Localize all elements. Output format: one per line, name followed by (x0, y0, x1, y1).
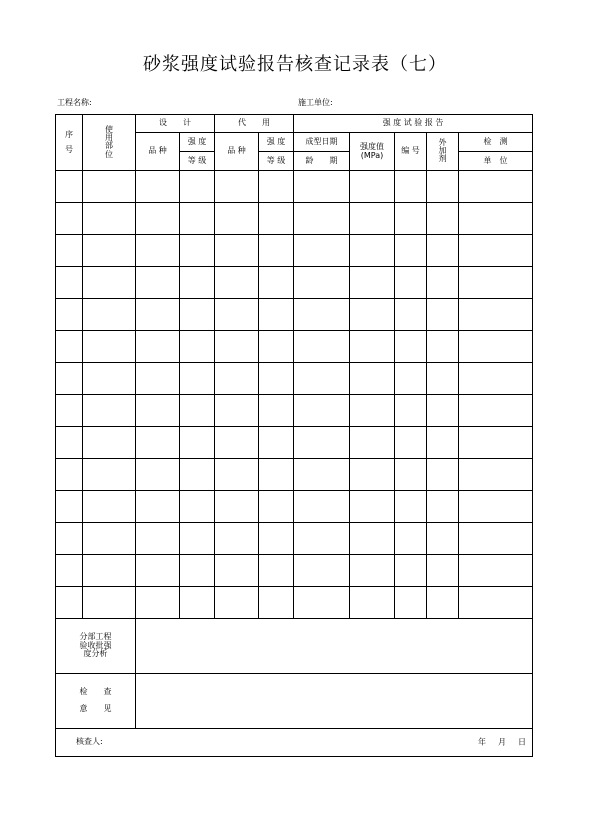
table-cell[interactable] (294, 491, 350, 523)
table-cell[interactable] (395, 235, 427, 267)
table-row (56, 299, 533, 331)
table-row (56, 203, 533, 235)
table-cell[interactable] (56, 587, 83, 619)
table-cell[interactable] (83, 331, 136, 363)
table-cell[interactable] (180, 395, 215, 427)
table-cell[interactable] (136, 363, 180, 395)
table-cell[interactable] (459, 427, 533, 459)
table-cell[interactable] (136, 555, 180, 587)
table-cell[interactable] (56, 171, 83, 203)
table-cell[interactable] (395, 171, 427, 203)
table-cell[interactable] (180, 523, 215, 555)
table-cell[interactable] (83, 523, 136, 555)
table-cell[interactable] (180, 587, 215, 619)
table-cell[interactable] (350, 427, 395, 459)
table-cell[interactable] (294, 555, 350, 587)
table-cell[interactable] (215, 363, 259, 395)
table-cell[interactable] (427, 555, 459, 587)
table-cell[interactable] (427, 299, 459, 331)
table-cell[interactable] (427, 363, 459, 395)
table-cell[interactable] (259, 587, 294, 619)
table-cell[interactable] (395, 587, 427, 619)
table-cell[interactable] (180, 299, 215, 331)
table-cell[interactable] (259, 203, 294, 235)
table-cell[interactable] (56, 363, 83, 395)
table-cell[interactable] (427, 331, 459, 363)
check-opinion-cell[interactable] (136, 674, 533, 729)
checker-row (56, 729, 533, 757)
table-cell[interactable] (83, 267, 136, 299)
project-name-label: 工程名称: (57, 98, 92, 107)
table-cell[interactable] (427, 267, 459, 299)
table-cell[interactable] (294, 267, 350, 299)
table-cell[interactable] (259, 363, 294, 395)
table-cell[interactable] (294, 331, 350, 363)
table-cell[interactable] (215, 235, 259, 267)
table-cell[interactable] (395, 459, 427, 491)
sub-strength-header: 强 度 (259, 133, 294, 152)
age-header: 龄 期 (294, 152, 350, 171)
substitute-header: 代 用 (215, 115, 294, 133)
sub-grade-header: 等 级 (259, 152, 294, 171)
table-cell[interactable] (395, 203, 427, 235)
table-cell[interactable] (395, 523, 427, 555)
number-header: 编 号 (395, 133, 427, 171)
table-cell[interactable] (180, 363, 215, 395)
table-cell[interactable] (294, 171, 350, 203)
table-cell[interactable] (427, 587, 459, 619)
table-cell[interactable] (259, 331, 294, 363)
table-cell[interactable] (350, 171, 395, 203)
table-cell[interactable] (215, 203, 259, 235)
table-row (56, 331, 533, 363)
construction-unit-label: 施工单位: (298, 98, 333, 107)
table-cell[interactable] (136, 587, 180, 619)
table-cell[interactable] (459, 203, 533, 235)
table-cell[interactable] (395, 363, 427, 395)
table-cell[interactable] (427, 171, 459, 203)
table-cell[interactable] (395, 331, 427, 363)
table-cell[interactable] (56, 267, 83, 299)
table-cell[interactable] (83, 555, 136, 587)
table-cell[interactable] (180, 427, 215, 459)
table-cell[interactable] (215, 491, 259, 523)
checker-label: 核查人: (76, 737, 103, 747)
design-variety-header: 品 种 (136, 133, 180, 171)
table-cell[interactable] (136, 203, 180, 235)
table-cell[interactable] (259, 267, 294, 299)
table-row (56, 267, 533, 299)
table-cell[interactable] (136, 171, 180, 203)
table-cell[interactable] (350, 203, 395, 235)
table-cell[interactable] (83, 395, 136, 427)
table-cell[interactable] (215, 523, 259, 555)
table-cell[interactable] (259, 459, 294, 491)
table-cell[interactable] (427, 235, 459, 267)
table-cell[interactable] (56, 555, 83, 587)
table-cell[interactable] (395, 427, 427, 459)
table-cell[interactable] (136, 331, 180, 363)
table-cell[interactable] (180, 331, 215, 363)
table-cell[interactable] (350, 363, 395, 395)
table-cell[interactable] (259, 555, 294, 587)
table-cell[interactable] (459, 331, 533, 363)
table-cell[interactable] (350, 299, 395, 331)
table-row (56, 491, 533, 523)
design-strength-header: 强 度 (180, 133, 215, 152)
table-cell[interactable] (259, 171, 294, 203)
table-cell[interactable] (180, 555, 215, 587)
table-cell[interactable] (350, 267, 395, 299)
table-cell[interactable] (395, 299, 427, 331)
design-header: 设 计 (136, 115, 215, 133)
admixture-header: 外加剂 (427, 133, 459, 171)
table-cell[interactable] (180, 235, 215, 267)
table-cell[interactable] (136, 299, 180, 331)
table-cell[interactable] (350, 459, 395, 491)
check-opinion-label: 检 查 意 见 (56, 674, 136, 729)
date-fields: 年 月 日 (478, 737, 526, 747)
table-cell[interactable] (215, 427, 259, 459)
table-cell[interactable] (350, 395, 395, 427)
table-cell[interactable] (83, 235, 136, 267)
table-cell[interactable] (136, 427, 180, 459)
table-cell[interactable] (350, 331, 395, 363)
test-unit-header-2: 单 位 (459, 152, 533, 171)
report-header: 强 度 试 验 报 告 (294, 115, 533, 133)
table-cell[interactable] (136, 459, 180, 491)
table-cell[interactable] (215, 331, 259, 363)
table-cell[interactable] (56, 203, 83, 235)
table-cell[interactable] (56, 235, 83, 267)
sub-variety-header: 品 种 (215, 133, 259, 171)
table-cell[interactable] (259, 395, 294, 427)
table-cell[interactable] (294, 395, 350, 427)
acceptance-label: 分部工程验收批强度分析 (56, 619, 136, 674)
table-row (56, 171, 533, 203)
table-cell[interactable] (459, 267, 533, 299)
table-cell[interactable] (56, 459, 83, 491)
table-cell[interactable] (259, 235, 294, 267)
table-row (56, 235, 533, 267)
table-cell[interactable] (459, 235, 533, 267)
table-cell[interactable] (215, 459, 259, 491)
table-cell[interactable] (259, 427, 294, 459)
table-cell[interactable] (180, 491, 215, 523)
seq-header: 序 号 (56, 115, 83, 171)
table-cell[interactable] (459, 587, 533, 619)
table-cell[interactable] (294, 427, 350, 459)
table-cell[interactable] (294, 235, 350, 267)
table-cell[interactable] (395, 491, 427, 523)
strength-value-header: 强度值 (MPa) (350, 133, 395, 171)
table-cell[interactable] (427, 427, 459, 459)
table-cell[interactable] (294, 299, 350, 331)
table-cell[interactable] (459, 395, 533, 427)
table-cell[interactable] (215, 299, 259, 331)
table-cell[interactable] (56, 299, 83, 331)
table-cell[interactable] (56, 395, 83, 427)
table-cell[interactable] (215, 267, 259, 299)
table-row (56, 523, 533, 555)
table-cell[interactable] (83, 299, 136, 331)
table-cell[interactable] (83, 363, 136, 395)
table-row (56, 427, 533, 459)
table-cell[interactable] (215, 555, 259, 587)
table-cell[interactable] (395, 555, 427, 587)
table-cell[interactable] (83, 491, 136, 523)
table-cell[interactable] (56, 331, 83, 363)
table-row (56, 555, 533, 587)
table-cell[interactable] (350, 235, 395, 267)
table-cell[interactable] (180, 267, 215, 299)
table-cell[interactable] (215, 587, 259, 619)
table-cell[interactable] (395, 395, 427, 427)
table-cell[interactable] (83, 427, 136, 459)
table-cell[interactable] (459, 363, 533, 395)
table-cell[interactable] (180, 171, 215, 203)
table-cell[interactable] (136, 395, 180, 427)
table-cell[interactable] (427, 523, 459, 555)
table-cell[interactable] (350, 555, 395, 587)
table-cell[interactable] (427, 491, 459, 523)
table-cell[interactable] (395, 267, 427, 299)
table-cell[interactable] (294, 203, 350, 235)
table-cell[interactable] (180, 459, 215, 491)
page-title: 砂浆强度试验报告核查记录表（七） (143, 54, 447, 75)
table-cell[interactable] (136, 523, 180, 555)
table-cell[interactable] (459, 555, 533, 587)
table-cell[interactable] (294, 459, 350, 491)
table-cell[interactable] (259, 523, 294, 555)
table-cell[interactable] (83, 203, 136, 235)
record-table (55, 114, 533, 757)
table-cell[interactable] (136, 491, 180, 523)
table-cell[interactable] (459, 171, 533, 203)
table-cell[interactable] (459, 299, 533, 331)
table-cell[interactable] (350, 491, 395, 523)
table-cell[interactable] (215, 171, 259, 203)
table-cell[interactable] (136, 267, 180, 299)
table-cell[interactable] (136, 235, 180, 267)
table-cell[interactable] (459, 459, 533, 491)
table-cell[interactable] (259, 491, 294, 523)
table-row (56, 395, 533, 427)
acceptance-cell[interactable] (136, 619, 533, 674)
table-cell[interactable] (294, 523, 350, 555)
table-cell[interactable] (459, 491, 533, 523)
table-cell[interactable] (427, 459, 459, 491)
design-grade-header: 等 级 (180, 152, 215, 171)
table-cell[interactable] (427, 395, 459, 427)
table-row (56, 459, 533, 491)
forming-date-header: 成型日期 (294, 133, 350, 152)
table-cell[interactable] (350, 523, 395, 555)
table-cell[interactable] (56, 427, 83, 459)
table-cell[interactable] (56, 523, 83, 555)
table-cell[interactable] (83, 171, 136, 203)
table-cell[interactable] (459, 523, 533, 555)
table-cell[interactable] (56, 491, 83, 523)
table-row (56, 587, 533, 619)
table-cell[interactable] (180, 203, 215, 235)
table-cell[interactable] (83, 587, 136, 619)
table-cell[interactable] (427, 203, 459, 235)
table-cell[interactable] (83, 459, 136, 491)
table-cell[interactable] (259, 299, 294, 331)
table-cell[interactable] (350, 587, 395, 619)
use-location-header: 使用部位 (83, 115, 136, 171)
table-cell[interactable] (294, 587, 350, 619)
table-cell[interactable] (294, 363, 350, 395)
test-unit-header-1: 检 测 (459, 133, 533, 152)
table-row (56, 363, 533, 395)
table-cell[interactable] (215, 395, 259, 427)
